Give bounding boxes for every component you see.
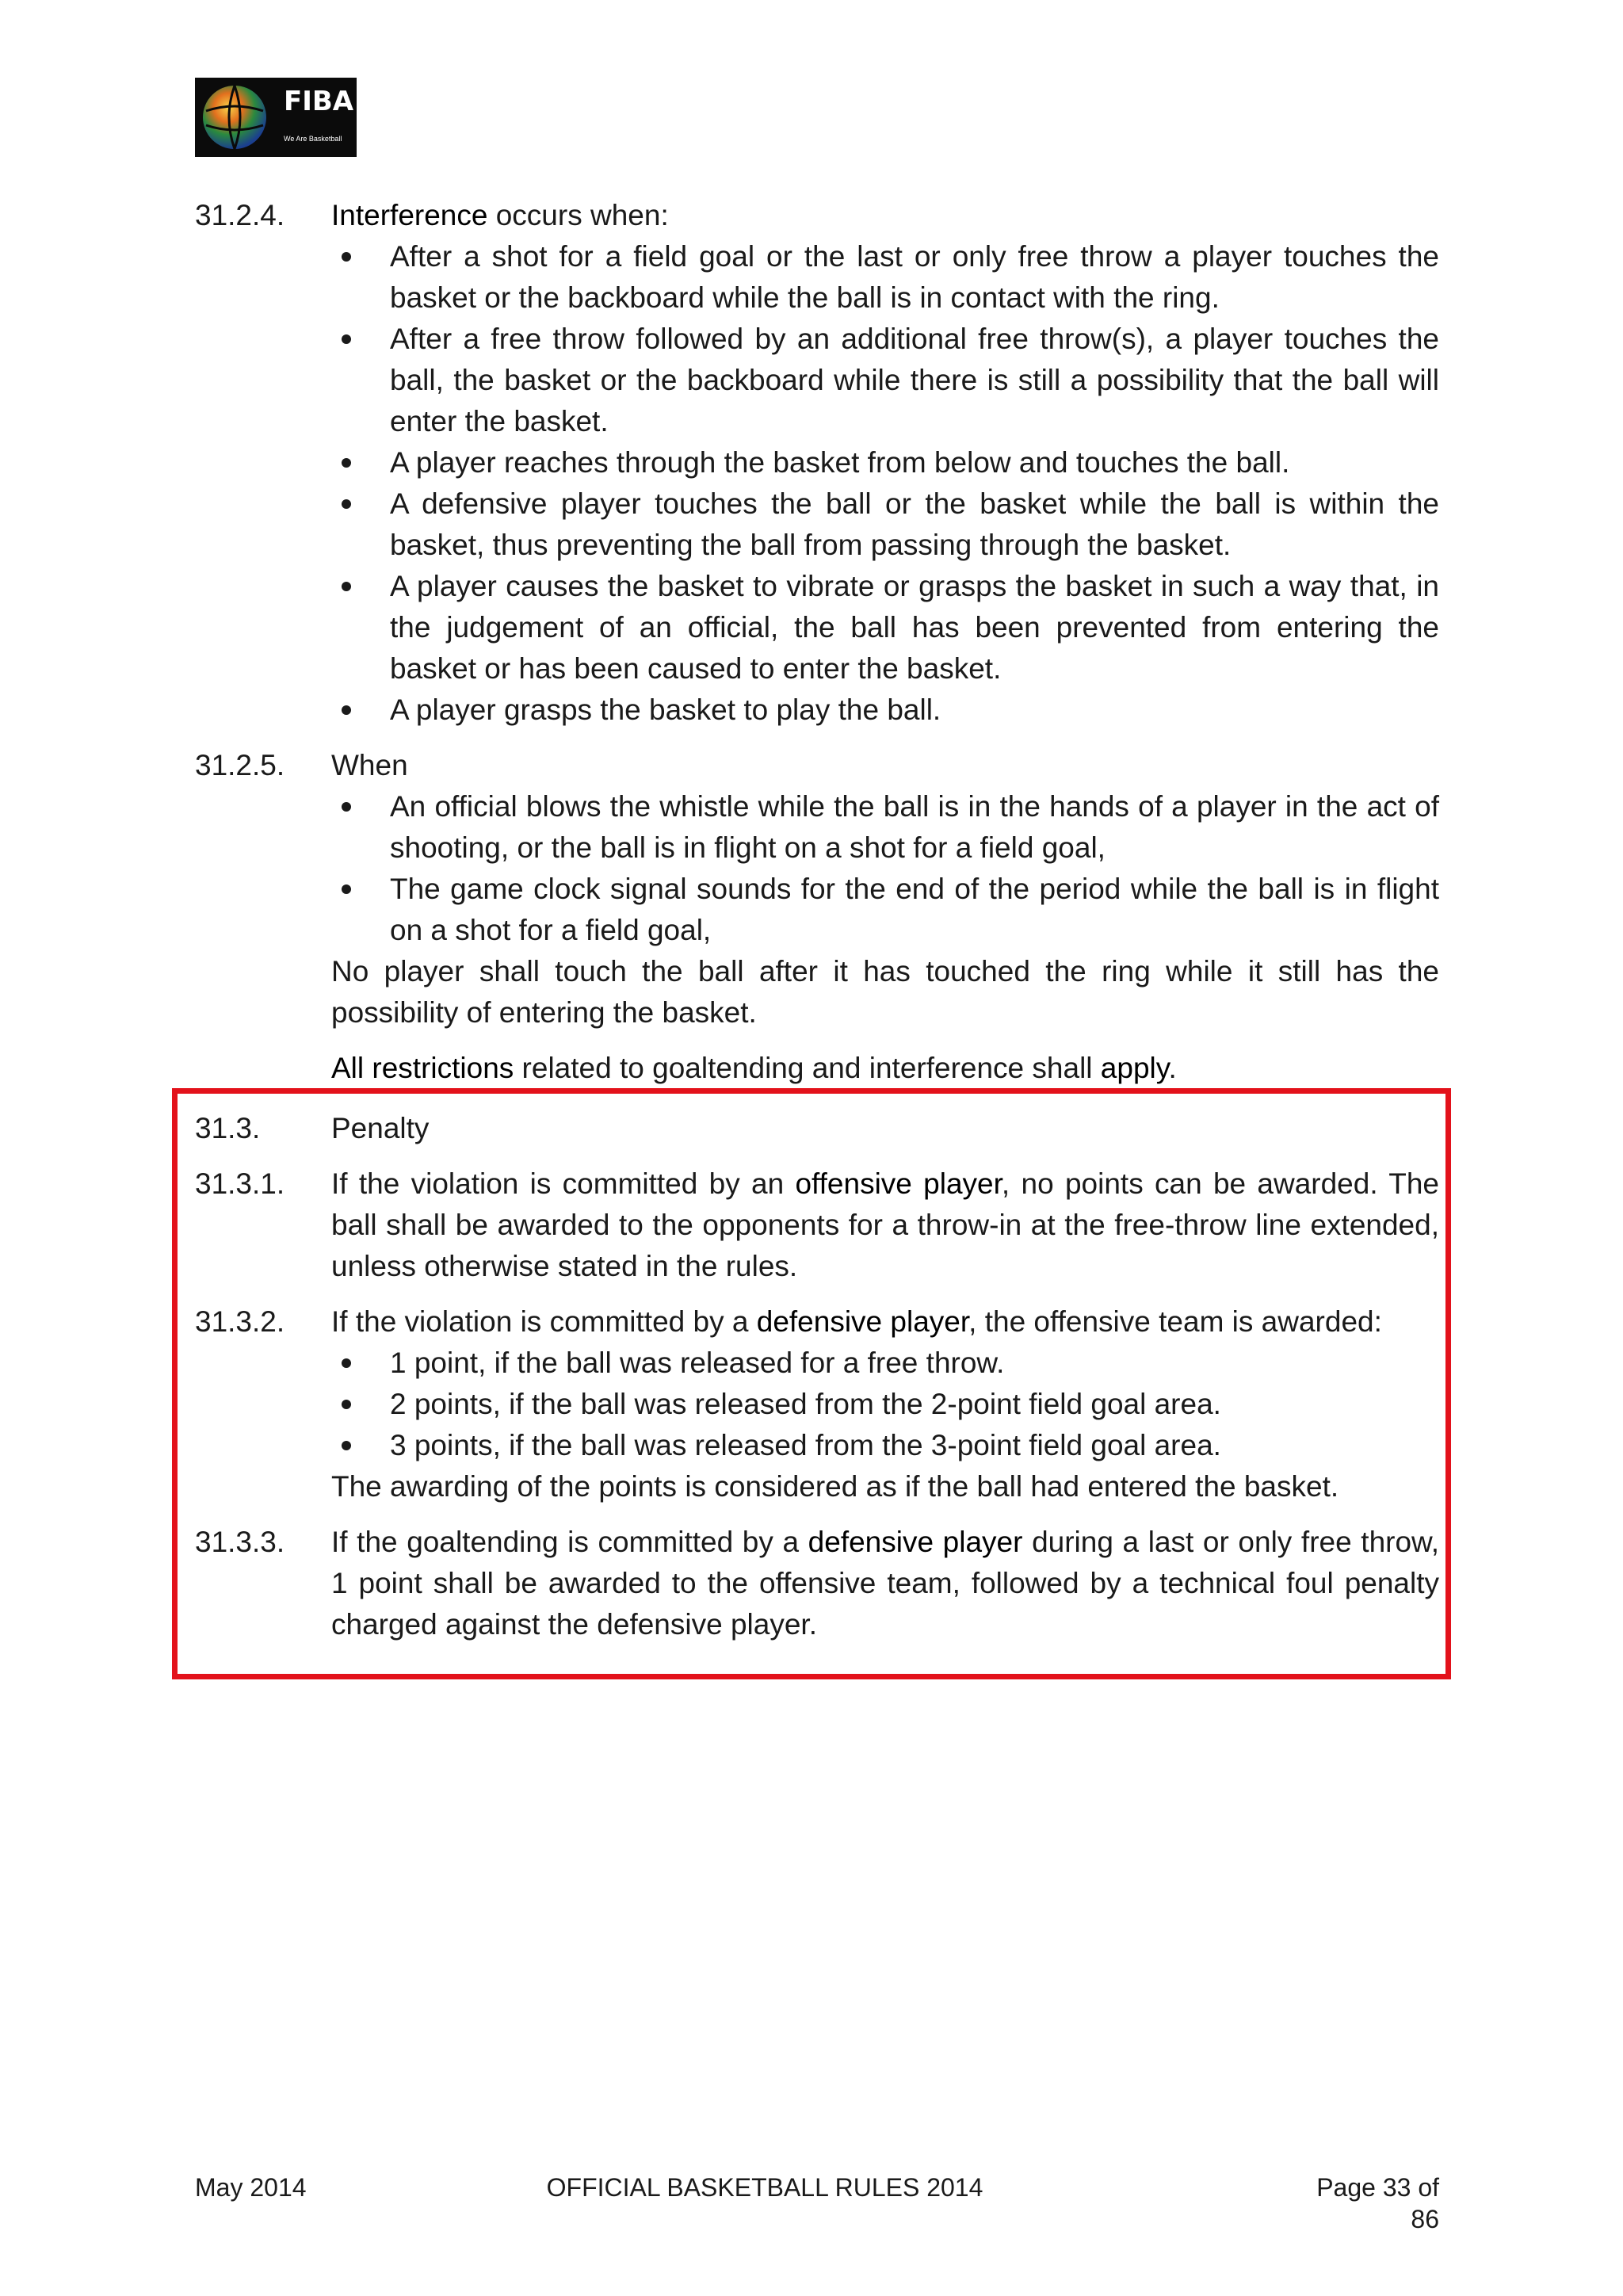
paragraph-text: If the violation is committed by an <box>331 1167 796 1200</box>
lead-text: occurs when: <box>487 199 669 231</box>
paragraph: The awarding of the points is considered as if the ball had entered the basket. <box>331 1470 1339 1503</box>
section-number: 31.2.4. <box>195 199 285 231</box>
footer-title: OFFICIAL BASKETBALL RULES 2014 <box>546 2173 983 2202</box>
section-31-2-5 <box>195 745 1439 1089</box>
list-item <box>390 319 1439 442</box>
section-number: 31.3.2. <box>195 1305 285 1338</box>
bullet-icon <box>342 499 351 509</box>
bullet-icon <box>342 252 351 262</box>
section-number: 31.3.1. <box>195 1167 285 1200</box>
bullet-icon <box>342 705 351 715</box>
section-lead: When <box>331 749 408 781</box>
bullet-list <box>331 786 1439 951</box>
bullet-icon <box>342 884 351 894</box>
section-31-2-4 <box>195 195 1439 731</box>
list-item <box>390 869 1439 951</box>
bullet-icon <box>342 334 351 344</box>
list-item <box>390 483 1439 566</box>
fiba-logo <box>195 78 357 157</box>
list-item-text: A player reaches through the basket from below and touches the ball. <box>390 446 1290 479</box>
section-heading: Penalty <box>331 1112 430 1144</box>
restrictions-paragraph <box>331 1048 1439 1089</box>
paragraph-text: , the offensive team is awarded: <box>968 1305 1382 1338</box>
list-item <box>390 236 1439 319</box>
section-number: 31.3. <box>195 1112 261 1144</box>
list-item-text: A player grasps the basket to play the ball. <box>390 693 941 726</box>
defined-term: offensive player <box>795 1167 1002 1200</box>
list-item <box>390 786 1439 869</box>
paragraph-text: related to goaltending and interference shall <box>514 1052 1101 1084</box>
defined-term: defensive player <box>808 1526 1023 1558</box>
paragraph: No player shall touch the ball after it has touched the ring while it still has the possibility of entering the basket. <box>331 955 1439 1029</box>
section-number: 31.3.3. <box>195 1526 285 1558</box>
list-item-text: The game clock signal sounds for the end of the period while the ball is in flight on a shot for a field goal, <box>390 873 1439 946</box>
paragraph-text: If the goaltending is committed by a <box>331 1526 808 1558</box>
list-item-text: An official blows the whistle while the ball is in the hands of a player in the act of shooting, or the ball is in flight on a shot for a field goal, <box>390 790 1439 864</box>
defined-term: All restrictions <box>331 1052 514 1084</box>
logo-text <box>274 78 357 157</box>
list-item <box>390 690 1439 731</box>
footer-page-number: Page 33 of 86 <box>1316 2173 1439 2233</box>
section-lead <box>331 195 1439 236</box>
list-item-text: After a free throw followed by an additional free throw(s), a player touches the ball, the basket or the backboard while there is still a possibility that the ball will enter the basket. <box>390 323 1439 437</box>
bullet-list <box>331 236 1439 731</box>
logo-tagline: We Are Basketball <box>284 135 342 143</box>
paragraph-text: . <box>1168 1052 1177 1084</box>
list-item-text: 1 point, if the ball was released for a free throw. <box>390 1347 1005 1379</box>
list-item-text: After a shot for a field goal or the last or only free throw a player touches the basket or the backboard while the ball is in contact with the ring. <box>390 240 1439 314</box>
logo-wordmark: FIBA <box>284 86 354 117</box>
section-number: 31.2.5. <box>195 749 285 781</box>
bullet-icon <box>342 582 351 591</box>
list-item-text: 3 points, if the ball was released from the 3-point field goal area. <box>390 1429 1221 1461</box>
list-item <box>390 442 1439 483</box>
bullet-icon <box>342 802 351 812</box>
paragraph-text: If the violation is committed by a <box>331 1305 757 1338</box>
footer-date: May 2014 <box>195 2173 307 2202</box>
defined-term: Interference <box>331 199 488 231</box>
paragraph-text: during a last or only free throw, 1 point shall be awarded to the offensive team, followed by a technical foul penalty charged against the defensive player. <box>331 1526 1439 1641</box>
paragraph-text: , no points can be awarded. The ball shall be awarded to the opponents for a throw-in at the free-throw line extended, unless otherwise stated in the rules. <box>331 1167 1439 1282</box>
list-item-text: A player causes the basket to vibrate or grasps the basket in such a way that, in the judgement of an official, the ball has been prevented from entering the basket or has been caused to enter the basket. <box>390 570 1439 685</box>
defined-term: apply <box>1100 1052 1169 1084</box>
penalty-highlight-box <box>172 1088 1451 1679</box>
basketball-globe-icon <box>195 78 274 157</box>
list-item-text: A defensive player touches the ball or the basket while the ball is within the basket, thus preventing the ball from passing through the basket. <box>390 487 1439 561</box>
list-item-text: 2 points, if the ball was released from the 2-point field goal area. <box>390 1388 1221 1420</box>
bullet-icon <box>342 458 351 468</box>
list-item <box>390 566 1439 690</box>
defined-term: defensive player <box>756 1305 969 1338</box>
